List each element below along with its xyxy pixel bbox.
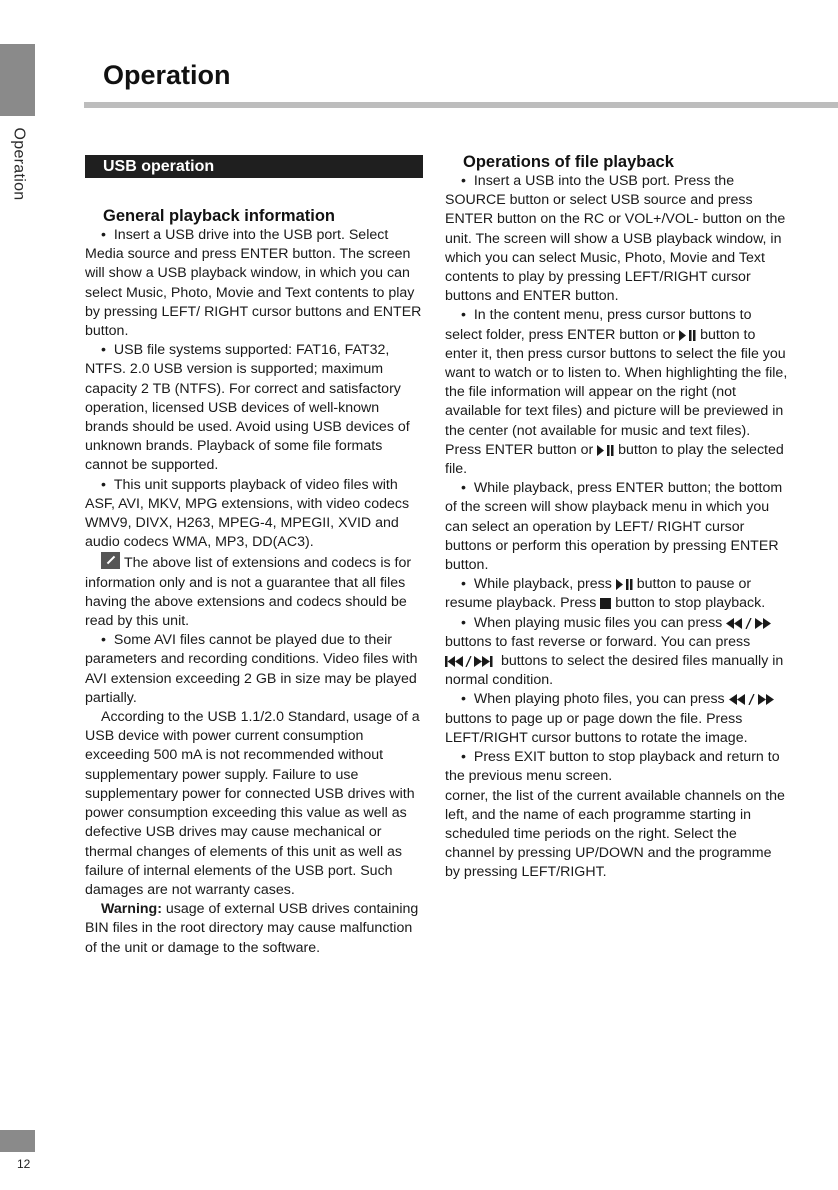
paragraph-avi-files: • Some AVI files cannot be played due to their parameters and recording conditions. Video files with AVI extension exceeding 2 GB in size may be played partially. xyxy=(85,631,423,708)
page-title: Operation xyxy=(103,60,231,90)
paragraph-music-files: • When playing music files you can press buttons to fast reverse or forward. You can press buttons to select the desired files manually in normal condition. xyxy=(445,614,790,691)
stop-icon xyxy=(600,598,611,609)
paragraph-pause-stop: • While playback, press button to pause or resume playback. Press button to stop playback. xyxy=(445,575,790,613)
heading-file-playback: Operations of file playback xyxy=(463,153,674,171)
paragraph-usb-standard: According to the USB 1.1/2.0 Standard, usage of a USB device with power current consumption exceeding 500 mA is not recommended without supplementary power supply. Failure to use supplementary power for connected USB drives with power consumption exceeding this value as well as defective USB drives may cause mechanical or thermal changes of elements of this unit as well as failure of internal elements of the USB port. Such damages are not warranty cases. xyxy=(85,709,420,898)
fast-reverse-forward-icon xyxy=(729,694,775,705)
paragraph-video-support: • This unit supports playback of video files with ASF, AVI, MKV, MPG extensions, with video codecs WMV9, DIVX, H263, MPEG-4, MPEGII, XVID and audio codecs WMA, MP3, DD(AC3). xyxy=(85,476,423,553)
title-divider xyxy=(84,102,838,108)
left-column xyxy=(85,155,423,958)
warning-text: usage of external USB drives containing BIN files in the root directory may cause malfunction of the unit or damage to the software. xyxy=(85,901,419,956)
previous-next-icon xyxy=(445,656,497,667)
play-pause-icon xyxy=(679,330,696,341)
warning-label: Warning: xyxy=(101,901,162,918)
paragraph-playback-menu: • While playback, press ENTER button; the bottom of the screen will show playback menu in which you can select an operation by LEFT/ RIGHT cursor buttons or perform this operation by pressing ENTER button. xyxy=(445,479,790,575)
paragraph-insert-source: • Insert a USB into the USB port. Press the SOURCE button or select USB source and press ENTER button on the RC or VOL+/VOL- button on the unit. The screen will show a USB playback window, in which you can select Music, Photo, Movie and Text contents to play by pressing LEFT/RIGHT cursor buttons and ENTER button. xyxy=(445,172,790,306)
note-pencil-icon xyxy=(101,552,120,569)
paragraph-file-systems: • USB file systems supported: FAT16, FAT32, NTFS. 2.0 USB version is supported; maximum capacity 2 TB (NTFS). For correct and satisfactory operation, licensed USB devices of well-known brands should be used. Avoid using USB devices of unknown brands. Playback of some file formats cannot be supported. xyxy=(85,341,423,475)
play-pause-icon xyxy=(616,579,633,590)
page-number: 12 xyxy=(17,1157,31,1171)
right-column xyxy=(445,152,790,883)
note-text: The above list of extensions and codecs is for information only and is not a guarantee that all files having the above extensions and codecs should be read by this unit. xyxy=(85,555,412,630)
paragraph-insert-usb: • Insert a USB drive into the USB port. Select Media source and press ENTER button. The screen will show a USB playback window, in which you can select Music, Photo, Movie and Text contents to play by pressing LEFT/ RIGHT cursor buttons and ENTER button. xyxy=(85,226,423,341)
heading-general-playback: General playback information xyxy=(103,207,335,225)
paragraph-exit: • Press EXIT button to stop playback and return to the previous menu screen. xyxy=(445,748,790,786)
page-number-marker xyxy=(0,1130,35,1152)
fast-reverse-forward-icon xyxy=(726,618,772,629)
paragraph-content-menu: • In the content menu, press cursor buttons to select folder, press ENTER button or button to enter it, then press cursor buttons to select the file you want to watch or to listen to. When highlighting the file, the file information will appear on the right (not available for text files) and picture will be previewed in the center (not available for music and text files). Press ENTER button or button to play the selected file. xyxy=(445,306,790,479)
side-tab-label: Operation xyxy=(10,127,27,201)
section-bar-usb-operation: USB operation xyxy=(85,155,423,178)
paragraph-photo-files: • When playing photo files, you can press buttons to page up or page down the file. Press LEFT/RIGHT cursor buttons to rotate the image. xyxy=(445,690,790,748)
paragraph-warning xyxy=(85,900,423,958)
paragraph-epg-corner: corner, the list of the current available channels on the left, and the name of each programme starting in scheduled time periods on the right. Select the channel by pressing UP/DOWN and the programme by pressing LEFT/RIGHT. xyxy=(445,787,785,881)
play-pause-icon xyxy=(597,445,614,456)
note-paragraph xyxy=(85,552,423,631)
side-tab-marker xyxy=(0,44,35,116)
